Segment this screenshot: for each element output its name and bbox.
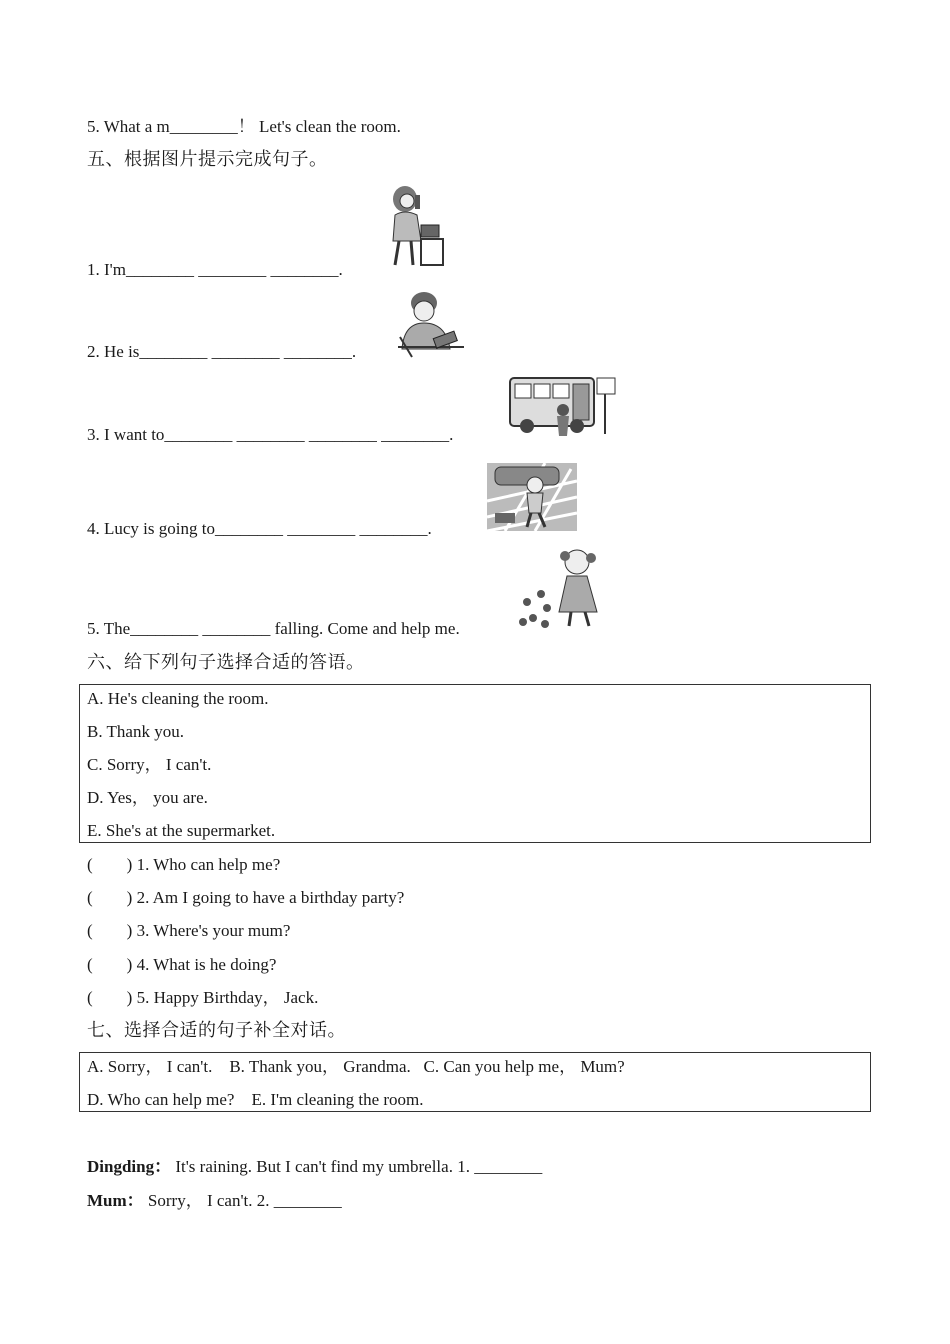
- option-e: E. She's at the supermarket.: [87, 821, 276, 840]
- dialogue-options-row-2: D. Who can help me? E. I'm cleaning the room.: [87, 1090, 424, 1109]
- question-3: ( ) 3. Where's your mum?: [87, 921, 291, 940]
- option-d: D. Yes， you are.: [87, 788, 208, 807]
- question-2: ( ) 2. Am I going to have a birthday party?: [87, 888, 405, 907]
- speaker-dingding: Dingding：: [87, 1157, 172, 1176]
- girl-apples-falling-illustration: [515, 548, 605, 632]
- question-4: ( ) 4. What is he doing?: [87, 955, 277, 974]
- picture-sentence-3: 3. I want to________ ________ ________ ________.: [87, 425, 454, 444]
- dialogue-options-row-1: A. Sorry， I can't. B. Thank you， Grandma. C. Can you help me， Mum?: [87, 1057, 625, 1076]
- dialogue-line-dingding: [87, 1156, 542, 1178]
- bus-illustration: [507, 374, 625, 440]
- option-a: A. He's cleaning the room.: [87, 689, 269, 708]
- dialogue-text: Sorry， I can't. 2. ________: [143, 1191, 342, 1210]
- woman-on-phone-illustration: [385, 183, 447, 269]
- dialogue-line-mum: [87, 1190, 342, 1212]
- section-6-title: 六、给下列句子选择合适的答语。: [87, 652, 365, 673]
- section-7-title: 七、选择合适的句子补全对话。: [87, 1020, 346, 1041]
- picture-sentence-1: 1. I'm________ ________ ________.: [87, 260, 343, 279]
- picture-sentence-2: 2. He is________ ________ ________.: [87, 342, 357, 361]
- girl-cleaning-room-illustration: [485, 461, 579, 533]
- question-1: ( ) 1. Who can help me?: [87, 855, 281, 874]
- dialogue-options-box: [79, 1052, 871, 1112]
- exercise-line-5-previous: 5. What a m________！ Let's clean the room.: [87, 117, 401, 136]
- section-5-title: 五、根据图片提示完成句子。: [87, 149, 328, 170]
- picture-sentence-5: 5. The________ ________ falling. Come and help me.: [87, 619, 460, 638]
- answer-options-box: [79, 684, 871, 843]
- question-5: ( ) 5. Happy Birthday， Jack.: [87, 988, 319, 1007]
- man-writing-illustration: [394, 289, 468, 359]
- picture-sentence-4: 4. Lucy is going to________ ________ ________.: [87, 519, 432, 538]
- option-b: B. Thank you.: [87, 722, 184, 741]
- dialogue-text: It's raining. But I can't find my umbrella. 1. ________: [171, 1157, 543, 1176]
- speaker-mum: Mum：: [87, 1191, 144, 1210]
- option-c: C. Sorry， I can't.: [87, 755, 212, 774]
